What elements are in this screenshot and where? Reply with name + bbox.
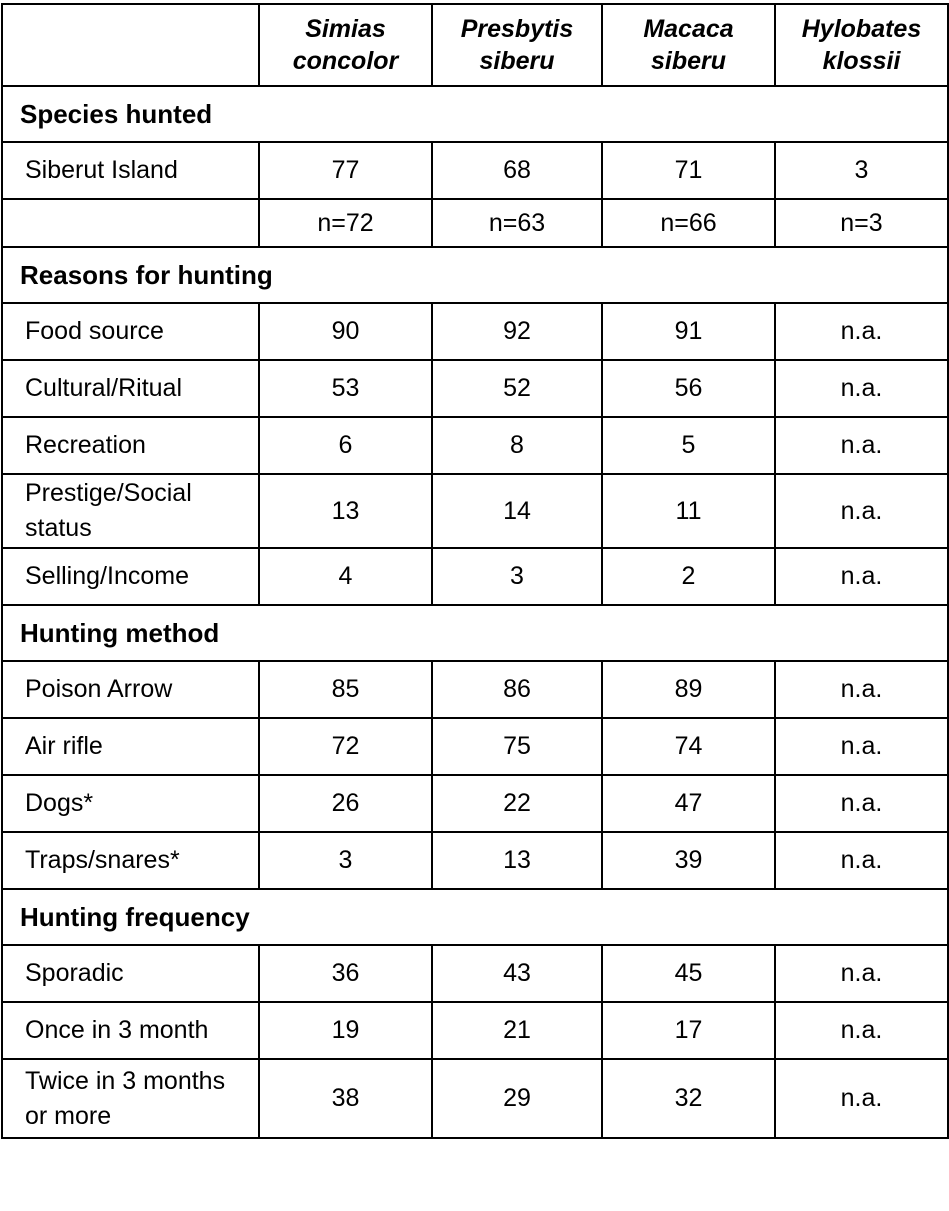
section-header-species-hunted: [2, 86, 948, 142]
table-row-cultural-ritual: [2, 360, 948, 417]
cell-value: n=63: [432, 199, 602, 247]
column-header-hylobates-klossii: Hylobates klossii: [775, 4, 948, 86]
table-row-siberut-island: [2, 142, 948, 199]
cell-value: 11: [602, 474, 775, 548]
cell-value: n.a.: [775, 832, 948, 889]
row-label: Twice in 3 months or more: [2, 1059, 259, 1138]
cell-value: 39: [602, 832, 775, 889]
table-row-air-rifle: [2, 718, 948, 775]
section-title: Species hunted: [2, 86, 948, 142]
cell-value: 3: [259, 832, 432, 889]
cell-value: 21: [432, 1002, 602, 1059]
cell-value: n.a.: [775, 1059, 948, 1138]
row-label: Traps/snares*: [2, 832, 259, 889]
cell-value: 14: [432, 474, 602, 548]
cell-value: n.a.: [775, 548, 948, 605]
cell-value: 86: [432, 661, 602, 718]
table-row-food-source: [2, 303, 948, 360]
table-row-sample-sizes: [2, 199, 948, 247]
cell-value: 32: [602, 1059, 775, 1138]
cell-value: 38: [259, 1059, 432, 1138]
cell-value: n.a.: [775, 661, 948, 718]
cell-value: 74: [602, 718, 775, 775]
cell-value: 68: [432, 142, 602, 199]
cell-value: n.a.: [775, 775, 948, 832]
cell-value: 85: [259, 661, 432, 718]
cell-value: 19: [259, 1002, 432, 1059]
cell-value: 71: [602, 142, 775, 199]
cell-value: n=72: [259, 199, 432, 247]
section-title: Hunting frequency: [2, 889, 948, 945]
cell-value: 13: [432, 832, 602, 889]
cell-value: n.a.: [775, 1002, 948, 1059]
section-header-hunting-frequency: [2, 889, 948, 945]
cell-value: 36: [259, 945, 432, 1002]
cell-value: 56: [602, 360, 775, 417]
cell-value: 90: [259, 303, 432, 360]
cell-value: 89: [602, 661, 775, 718]
cell-value: 45: [602, 945, 775, 1002]
cell-value: 8: [432, 417, 602, 474]
table-row-dogs: [2, 775, 948, 832]
row-label: [2, 199, 259, 247]
corner-empty-cell: [2, 4, 259, 86]
cell-value: n.a.: [775, 360, 948, 417]
table-row-selling-income: [2, 548, 948, 605]
cell-value: 17: [602, 1002, 775, 1059]
cell-value: 2: [602, 548, 775, 605]
cell-value: 3: [775, 142, 948, 199]
cell-value: n.a.: [775, 303, 948, 360]
cell-value: 6: [259, 417, 432, 474]
row-label: Poison Arrow: [2, 661, 259, 718]
table-row-prestige-social-status: [2, 474, 948, 548]
table-row-recreation: [2, 417, 948, 474]
cell-value: n=3: [775, 199, 948, 247]
section-title: Reasons for hunting: [2, 247, 948, 303]
row-label: Once in 3 month: [2, 1002, 259, 1059]
column-header-row: [2, 4, 948, 86]
cell-value: 92: [432, 303, 602, 360]
cell-value: n.a.: [775, 718, 948, 775]
column-header-simias-concolor: Simias concolor: [259, 4, 432, 86]
row-label: Prestige/Social status: [2, 474, 259, 548]
cell-value: 22: [432, 775, 602, 832]
cell-value: 4: [259, 548, 432, 605]
cell-value: n.a.: [775, 474, 948, 548]
cell-value: 77: [259, 142, 432, 199]
section-header-hunting-method: [2, 605, 948, 661]
table-row-once-in-3-month: [2, 1002, 948, 1059]
hunting-survey-table: [1, 3, 949, 1139]
cell-value: 26: [259, 775, 432, 832]
row-label: Sporadic: [2, 945, 259, 1002]
cell-value: n.a.: [775, 945, 948, 1002]
cell-value: 75: [432, 718, 602, 775]
cell-value: 72: [259, 718, 432, 775]
cell-value: 47: [602, 775, 775, 832]
table-row-poison-arrow: [2, 661, 948, 718]
column-header-macaca-siberu: Macaca siberu: [602, 4, 775, 86]
table-row-twice-in-3-months-or-more: [2, 1059, 948, 1138]
cell-value: 3: [432, 548, 602, 605]
cell-value: n.a.: [775, 417, 948, 474]
cell-value: 53: [259, 360, 432, 417]
table-row-traps-snares: [2, 832, 948, 889]
row-label: Cultural/Ritual: [2, 360, 259, 417]
cell-value: n=66: [602, 199, 775, 247]
table-row-sporadic: [2, 945, 948, 1002]
cell-value: 13: [259, 474, 432, 548]
row-label: Siberut Island: [2, 142, 259, 199]
row-label: Dogs*: [2, 775, 259, 832]
cell-value: 29: [432, 1059, 602, 1138]
section-title: Hunting method: [2, 605, 948, 661]
row-label: Selling/Income: [2, 548, 259, 605]
cell-value: 5: [602, 417, 775, 474]
row-label: Air rifle: [2, 718, 259, 775]
cell-value: 43: [432, 945, 602, 1002]
row-label: Food source: [2, 303, 259, 360]
section-header-reasons-for-hunting: [2, 247, 948, 303]
row-label: Recreation: [2, 417, 259, 474]
cell-value: 52: [432, 360, 602, 417]
column-header-presbytis-siberu: Presbytis siberu: [432, 4, 602, 86]
cell-value: 91: [602, 303, 775, 360]
